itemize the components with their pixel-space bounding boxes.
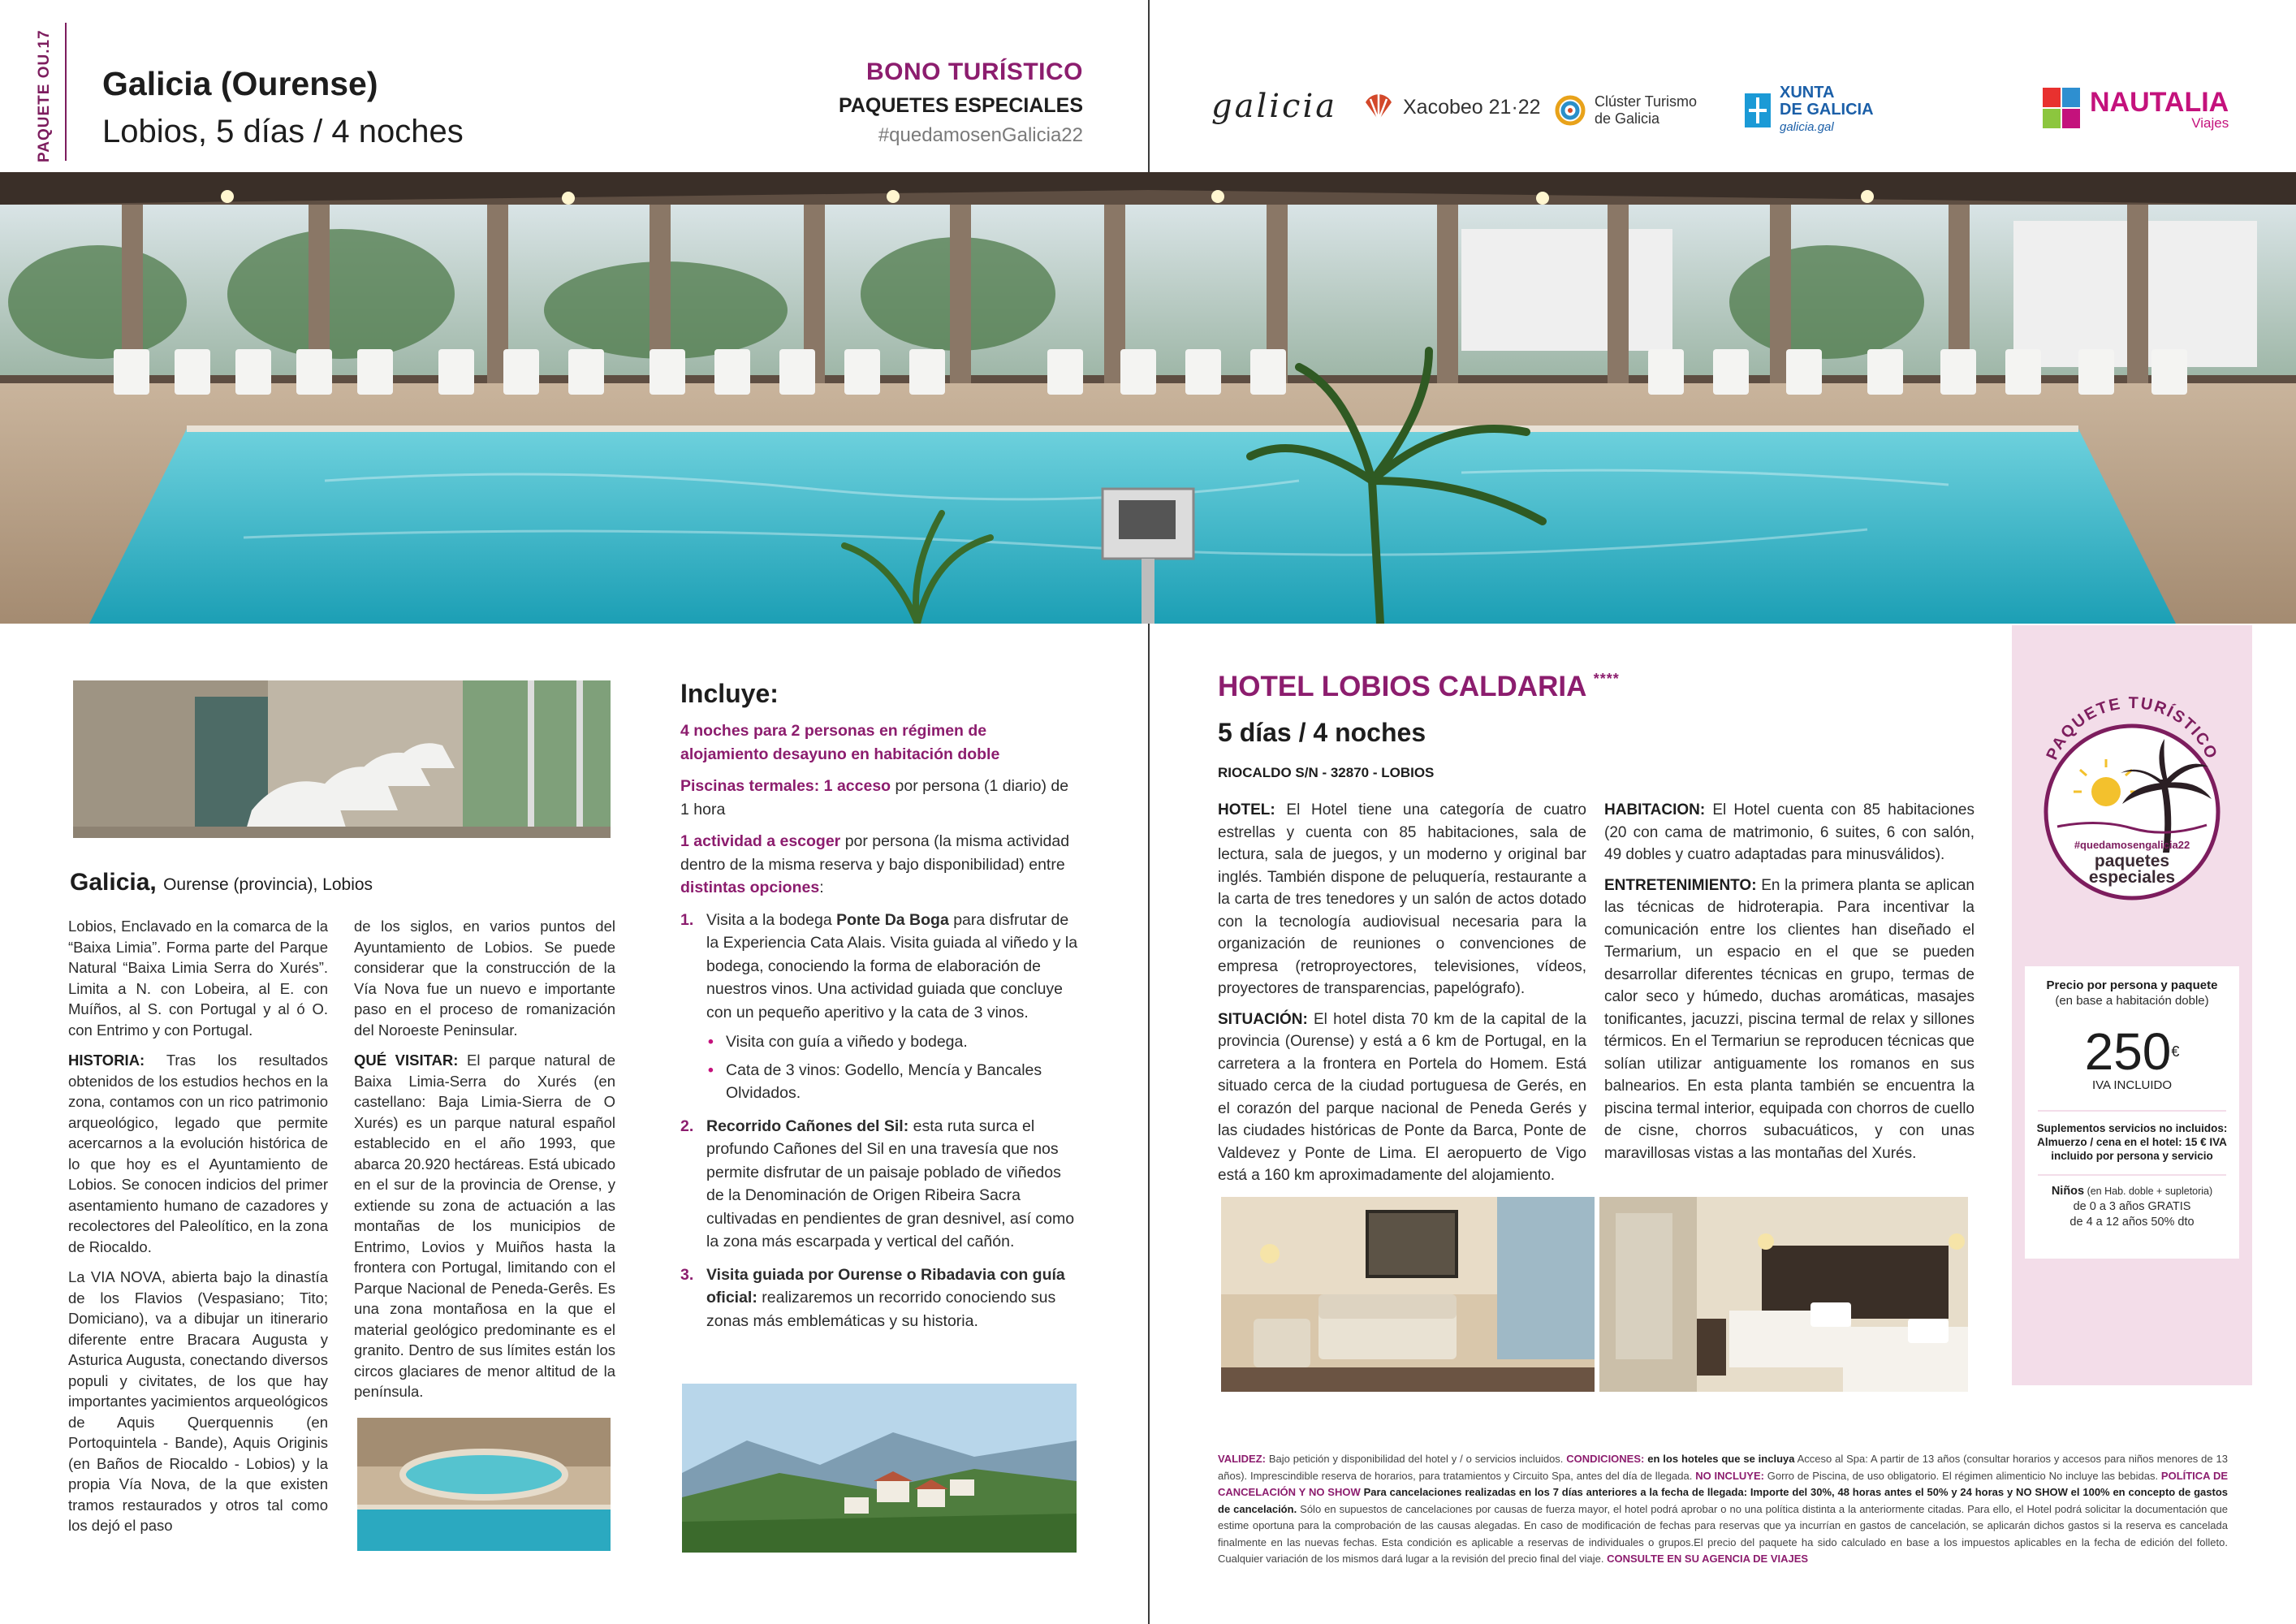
- price-label: Precio por persona y paquete: [2046, 978, 2218, 992]
- price-value: 250: [2084, 1022, 2172, 1081]
- option-text-after: para disfrutar de la Experiencia Cata Alais. Visita guiada al viñedo y la bodega, conociendo la forma de elaboración de nuestros vinos. Una actividad guiada que concluye con un pequeño aperitivo y la cata de 3 vinos.: [706, 910, 1078, 1021]
- conditions-lead: CONDICIONES:: [1566, 1453, 1645, 1465]
- hotel-bedroom-image: [1599, 1197, 1968, 1392]
- option-number: 1.: [680, 910, 694, 929]
- xunta-line1: XUNTA: [1780, 84, 1835, 102]
- xunta-shield-icon: [1744, 93, 1772, 128]
- option-text-after: esta ruta surca el profundo Cañones del Sil en una travesía que nos permite disfrutar de un paisaje poblado de viñedos de la Denominación de Origen Ribeira Sacra cultivadas en pendientes de gran desnivel, así como la zona más escarpada y vertical del cañón.: [706, 1116, 1075, 1250]
- seal-arc-text: PAQUETE TURÍSTICO: [2043, 693, 2221, 763]
- paragraph-text: El hotel dista 70 km de la capital de la provincia (Ourense) y está a 6 km de Portugal, en la carretera a la frontera en Portela do Homem. Está situado cerca de la ciudad portuguesa de Gerés, en el corazón del parque nacional de Peneda Gerés y las ciudades históricas de Ponte da Barca, Ponte de Valdevez y Ponte de Lima. El aeropuerto de Vigo está a 160 km aproximadamente del alojamiento.: [1218, 1010, 1586, 1184]
- region-heading: [70, 869, 373, 896]
- consult-agency: CONSULTE EN SU AGENCIA DE VIAJES: [1607, 1553, 1809, 1565]
- destination-column-1: [68, 916, 328, 1546]
- xunta-line2: DE GALICIA: [1780, 101, 1874, 119]
- activity-colon: :: [819, 879, 824, 896]
- hotel-paragraph: [1218, 1009, 1586, 1187]
- option-sub-bullets: [706, 1030, 1078, 1105]
- price-label-sub: (en base a habitación doble): [2055, 994, 2209, 1008]
- cluster-line1: Clúster Turismo: [1595, 93, 1698, 110]
- thermal-pools-lead: Piscinas termales: 1 acceso: [680, 777, 891, 795]
- paragraph-lead: HOTEL:: [1218, 801, 1275, 818]
- destination-paragraph: [68, 1267, 328, 1536]
- activity-options: [680, 909, 1078, 1333]
- conditions-bold: en los hoteles que se incluya: [1644, 1453, 1795, 1465]
- validez-text: Bajo petición y disponibilidad del hotel y / o servicios incluidos.: [1265, 1453, 1567, 1465]
- hotel-name: [1218, 671, 1620, 703]
- indoor-pool-image: [0, 172, 2296, 624]
- hero-pool-photo: [0, 172, 2296, 624]
- activity-option: [680, 909, 1078, 1105]
- bono-subtitle: PAQUETES ESPECIALES: [839, 94, 1083, 117]
- destination-paragraph: [354, 1050, 615, 1402]
- activity-tail: distintas opciones: [680, 879, 820, 896]
- supplements-text: Almuerzo / cena en el hotel: 15 € IVA incluido por persona y servicio: [2037, 1136, 2227, 1162]
- included-thermal-pools: [680, 775, 1078, 821]
- children-line2: de 4 a 12 años 50% dto: [2069, 1216, 2195, 1229]
- village-landscape-image: [682, 1384, 1077, 1553]
- jacuzzi-photo: [357, 1418, 611, 1551]
- seal-hashtag: #quedamosengalicia22: [2074, 839, 2190, 851]
- price-iva: IVA INCLUIDO: [2091, 1078, 2173, 1092]
- price-box: [2025, 966, 2239, 1259]
- tab-divider: [65, 23, 67, 161]
- paragraph-text: El parque natural de Baixa Limia-Serra do Xurés (en castellano: Baja Limia-Sierra de O Xurés) es un parque natural español establecido en el año 1993, que abarca 20.920 hectáreas. Está ubicado en el sur de la provincia de Orense, y extiende su zona de actuación a las montañas de los municipios de Entrimo, Lovios y Muiños hasta la frontera con Portugal, limitando con el Parque Nacional de Peneda-Gerês. Es una zona montañosa en la que el material geológico predominante es el granito. Dentro de sus límites están los circos glaciares de menor altitud de la península.: [354, 1052, 615, 1400]
- paragraph-text: El Hotel tiene una categoría de cuatro estrellas y cuenta con 85 habitaciones, sala de lectura, sala de juegos, y un moderno y original bar inglés. También dispone de peluquería, restaurante a la carta de tres tenedores y un salón de actos dotado con la tecnología audiovisual necesaria para la organización de reuniones o convenciones de empresa (retroproyectores, televisiones, vídeos, proyectores de transparencias, papelógrafo).: [1218, 801, 1586, 997]
- option-text-before: Visita a la bodega: [706, 910, 837, 929]
- cluster-swirl-icon: [1554, 93, 1586, 128]
- destination-paragraph: [354, 916, 615, 1040]
- xunta-logo: [1744, 84, 1874, 136]
- nautalia-squares-icon: [2043, 88, 2082, 130]
- terms-fineprint: [1218, 1451, 2228, 1568]
- thermal-pools-text: por persona (1 diario) de 1 hora: [680, 777, 1069, 818]
- paragraph-text: En la primera planta se aplican las técnicas de hidroterapia. Para incentivar la comunicación entre los clientes han diseñado el Termarium, un espacio en el que se pueden desarrollar diferentes técnicas en grupo, termas de calor seco y húmedo, duchas aromáticas, masajes tonificantes, jacuzzi, piscina termal de relax y sillones térmicos. En el Termariun se reproducen técnicas que solían utilizar antiguamente los romanos en sus balnearios. En esta planta también se encuentra la piscina termal interior, equipada con chorros de cuello de cisne, chorros subacuáticos, y con unas maravillosas vistas a las montañas del Xurés.: [1604, 876, 1974, 1162]
- hotel-stars: ****: [1593, 671, 1620, 687]
- hotel-address: RIOCALDO S/N - 32870 - LOBIOS: [1218, 765, 1435, 780]
- paquete-turistico-seal: [2025, 682, 2239, 909]
- seal-badge: [2025, 682, 2239, 909]
- cancellation-lead: POLÍTICA DE CANCELACIÓN Y NO SHOW: [1218, 1469, 2228, 1498]
- children-line1: de 0 a 3 años GRATIS: [2073, 1200, 2191, 1213]
- included-stay: 4 noches para 2 personas en régimen de alojamiento desayuno en habitación doble: [680, 722, 1000, 763]
- activity-option: [680, 1263, 1078, 1333]
- incluye-heading: Incluye:: [680, 679, 779, 708]
- page-code: PAQUETE OU.17: [36, 29, 53, 162]
- paragraph-lead: HISTORIA:: [68, 1052, 145, 1069]
- nautalia-name: NAUTALIA: [2090, 86, 2229, 118]
- cluster-logo: [1554, 93, 1697, 128]
- price-currency: €: [2171, 1043, 2180, 1060]
- validez-lead: VALIDEZ:: [1218, 1453, 1266, 1465]
- paragraph-text: de los siglos, en varios puntos del Ayuntamiento de Lobios. Se puede considerar que la construcción de la Vía Nova fue un nuevo e importante paso en el proceso de romanización del Noroeste Peninsular.: [354, 918, 615, 1039]
- activity-text: por persona (la misma actividad dentro de la misma reserva y bajo disponibilidad) entre: [680, 832, 1070, 874]
- paragraph-text: La VIA NOVA, abierta bajo la dinastía de los Flavios (Vespasiano; Tito; Domiciano), va a dibujar un itinerario diferente entre Bracara Augusta y Asturica Augusta, conectando diversos populi y civitates, de los que hay importantes yacimientos arqueológicos de Aquis Querquennis (en Portoquintela - Bande), Aquis Originis (en Baños de Riocaldo - Lobios) y la propia Vía Nova, de la que existen tramos restaurados y otros tal como los dejó el paso: [68, 1268, 328, 1534]
- activity-option: [680, 1115, 1078, 1254]
- cancellation-text: Sólo en supuestos de cancelaciones por causas de fuerza mayor, el hotel podrá aprobar o no una política distinta a la anteriormente citadas. Para ello, el Hotel podrá solicitar la documentación que estime oportuna para la comprobación de las causas alegadas. En caso de modificación de fechas para reservas que ya incurrían en gastos de cancelación, se aplicarán dichos gastos si la reserva es cancelada finalmente en las nuevas fechas. Esta condición es aplicable a reservas de individuales o grupos.El precio del paquete ha sido calculado en base a los impuestos aplicables en la fecha de edición del folleto. Cualquier variación de los mismos dará lugar a la revisión del precio final del viaje.: [1218, 1502, 2228, 1565]
- option-bold: Recorrido Cañones del Sil:: [706, 1116, 909, 1135]
- jacuzzi-image: [357, 1418, 611, 1551]
- price-amount: [2025, 1022, 2239, 1081]
- region-detail: Ourense (provincia), Lobios: [163, 875, 373, 894]
- cluster-line2: de Galicia: [1595, 110, 1660, 127]
- relax-room-image: [73, 680, 611, 838]
- hotel-column-2: [1604, 799, 1974, 1173]
- not-included-text: Gorro de Piscina, de uso obligatorio. El régimen alimenticio No incluye las bebidas.: [1763, 1469, 2161, 1482]
- paragraph-lead: HABITACION:: [1604, 801, 1706, 818]
- hotel-column-1: [1218, 799, 1586, 1195]
- option-bold: Ponte Da Boga: [836, 910, 949, 929]
- activity-lead: 1 actividad a escoger: [680, 832, 841, 850]
- xacobeo-text: Xacobeo 21·22: [1403, 95, 1541, 119]
- bono-title: BONO TURÍSTICO: [866, 58, 1083, 85]
- option-number: 2.: [680, 1116, 694, 1135]
- relax-room-photo: [73, 680, 611, 838]
- paragraph-text: Lobios, Enclavado en la comarca de la “Baixa Limia”. Forma parte del Parque Natural “Baixa Limia Serra do Xurés”. Limita a N. con Lobeira, al E. con Muíños, al S. con Portugal y al ó O. con Entrimo y con Portugal.: [68, 918, 328, 1039]
- included-activity: [680, 830, 1078, 900]
- page-title: Galicia (Ourense): [102, 65, 378, 102]
- nautalia-logo: [2043, 88, 2229, 130]
- sub-bullet: • Visita con guía a viñedo y bodega.: [706, 1030, 1078, 1054]
- sub-bullet: • Cata de 3 vinos: Godello, Mencía y Bancales Olvidados.: [706, 1059, 1078, 1105]
- option-text-after: realizaremos un recorrido conociendo sus zonas más emblemáticas y su historia.: [706, 1289, 1056, 1330]
- destination-paragraph: [68, 1050, 328, 1257]
- paragraph-text: Tras los resultados obtenidos de los estudios hechos en la zona, contamos con un rico patrimonio arqueológico, legado que permite acercarnos a la evolución histórica de lo que hoy es el Ayuntamiento de Lobios. Se conocen indicios del primer asentamiento humano de cazadores y recolectores del Paleolítico, en la zona de Riocaldo.: [68, 1052, 328, 1255]
- galicia-logo-text: galicia: [1211, 88, 1338, 125]
- paragraph-lead: SITUACIÓN:: [1218, 1010, 1308, 1028]
- galicia-logo: [1211, 88, 1337, 125]
- conditions-text: Acceso al Spa: A partir de 13 años (consultar horarios y accesos para niños menores de 13 años). Imprescindible reserva de horarios, para tratamientos y Circuito Spa, antes del día de llegada.: [1218, 1453, 2228, 1482]
- paragraph-lead: ENTRETENIMIENTO:: [1604, 876, 1757, 894]
- children-paren: (en Hab. doble + supletoria): [2084, 1186, 2213, 1197]
- xacobeo-logo: [1362, 91, 1541, 123]
- hotel-paragraph: [1604, 799, 1974, 866]
- xacobeo-shell-icon: [1362, 91, 1395, 123]
- price-separator: [2038, 1174, 2226, 1176]
- destination-paragraph: [68, 916, 328, 1040]
- nautalia-sub: Viajes: [2191, 114, 2229, 131]
- hotel-name-text: HOTEL LOBIOS CALDARIA: [1218, 671, 1586, 702]
- bono-block: [839, 58, 1083, 147]
- xunta-web: galicia.gal: [1780, 120, 1834, 134]
- supplements-title: Suplementos servicios no incluidos:: [2036, 1122, 2228, 1134]
- hotel-paragraph: [1218, 799, 1586, 1000]
- incluye-list: [680, 719, 1078, 1342]
- hotel-bedroom-photo: [1599, 1197, 1968, 1392]
- hotel-duration: 5 días / 4 noches: [1218, 718, 1426, 747]
- village-landscape-photo: [682, 1384, 1077, 1553]
- price-separator: [2038, 1110, 2226, 1112]
- option-number: 3.: [680, 1265, 694, 1284]
- region-name: Galicia,: [70, 869, 157, 896]
- hotel-lounge-photo: [1221, 1197, 1595, 1392]
- paragraph-text: El Hotel cuenta con 85 habitaciones (20 con cama de matrimonio, 6 suites, 6 con salón, 49 dobles y cuatro adaptadas para minusválidos).: [1604, 801, 1974, 863]
- option-bold: Visita guiada por Ourense o Ribadavia con guía oficial:: [706, 1265, 1065, 1307]
- destination-column-2: [354, 916, 615, 1412]
- supplements: [2025, 1121, 2239, 1163]
- hotel-paragraph: [1604, 875, 1974, 1165]
- children-lead: Niños: [2051, 1185, 2085, 1198]
- page-tab: [36, 24, 60, 162]
- page-subtitle: Lobios, 5 días / 4 noches: [102, 114, 464, 149]
- seal-line1: paquetes: [2094, 852, 2170, 870]
- bono-hashtag: #quedamosenGalicia22: [878, 124, 1083, 146]
- seal-line2: especiales: [2088, 868, 2176, 887]
- hotel-lounge-image: [1221, 1197, 1595, 1392]
- cancellation-bold: Para cancelaciones realizadas en los 7 días anteriores a la fecha de llegada: Importe del 30%, 48 horas antes el 50% y 24 horas y NO SHOW el 100% en concepto de gastos de cancelación.: [1218, 1486, 2229, 1515]
- not-included-lead: NO INCLUYE:: [1695, 1469, 1764, 1482]
- children-pricing: [2025, 1184, 2239, 1230]
- paragraph-lead: QUÉ VISITAR:: [354, 1052, 459, 1069]
